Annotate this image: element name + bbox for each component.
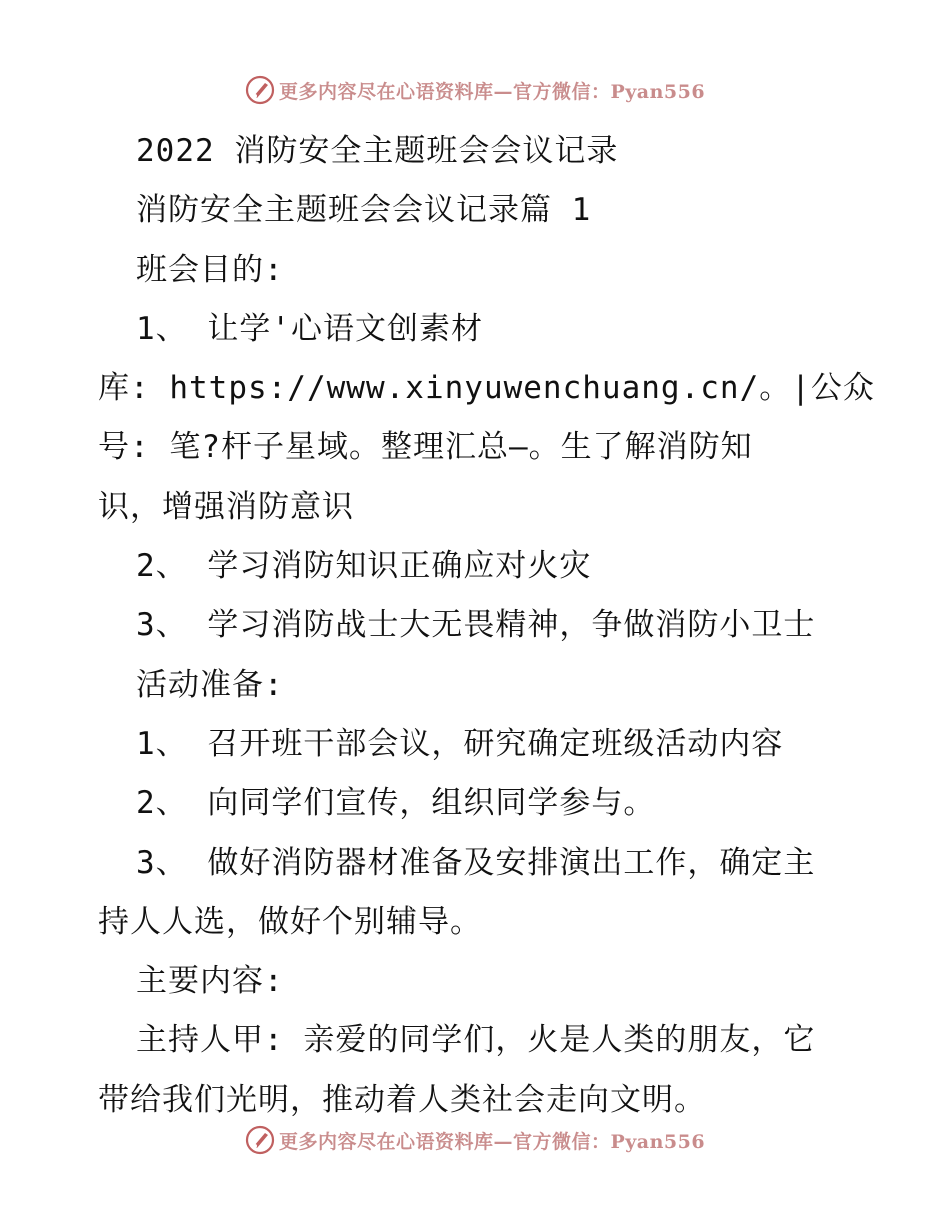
text-line: 识，增强消防意识 bbox=[98, 488, 354, 525]
pen-logo-icon bbox=[245, 1125, 275, 1155]
text-line: 3、 学习消防战士大无畏精神，争做消防小卫士 bbox=[136, 607, 816, 644]
watermark-text: 更多内容尽在心语资料库—官方微信：Pyan556 bbox=[278, 80, 706, 103]
text-line: 带给我们光明，推动着人类社会走向文明。 bbox=[98, 1081, 706, 1118]
text-line: 1、 让学'心语文创素材 bbox=[136, 310, 483, 347]
text-line: 1、 召开班干部会议，研究确定班级活动内容 bbox=[136, 725, 784, 762]
text-line: 持人人选，做好个别辅导。 bbox=[98, 903, 482, 940]
pen-logo-icon bbox=[245, 75, 275, 105]
text-line: 主要内容: bbox=[136, 963, 284, 1000]
document-body bbox=[98, 122, 875, 1130]
text-line: 班会目的: bbox=[136, 251, 284, 288]
text-line: 主持人甲: 亲爱的同学们，火是人类的朋友，它 bbox=[136, 1022, 816, 1059]
text-line: 库: https://www.xinyuwenchuang.cn/。|公众 bbox=[98, 370, 875, 407]
watermark-text: 更多内容尽在心语资料库—官方微信：Pyan556 bbox=[278, 1130, 706, 1153]
text-line: 3、 做好消防器材准备及安排演出工作，确定主 bbox=[136, 844, 816, 881]
text-line: 号: 笔?杆子星域。整理汇总—。生了解消防知 bbox=[98, 429, 753, 466]
document-title: 2022 消防安全主题班会会议记录 bbox=[136, 133, 619, 169]
section-heading: 消防安全主题班会会议记录篇 1 bbox=[136, 192, 592, 229]
footer-watermark bbox=[0, 1120, 950, 1160]
text-line: 2、 学习消防知识正确应对火灾 bbox=[136, 548, 592, 585]
text-line: 2、 向同学们宣传，组织同学参与。 bbox=[136, 785, 656, 822]
header-watermark bbox=[0, 70, 950, 110]
text-line: 活动准备: bbox=[136, 666, 284, 703]
